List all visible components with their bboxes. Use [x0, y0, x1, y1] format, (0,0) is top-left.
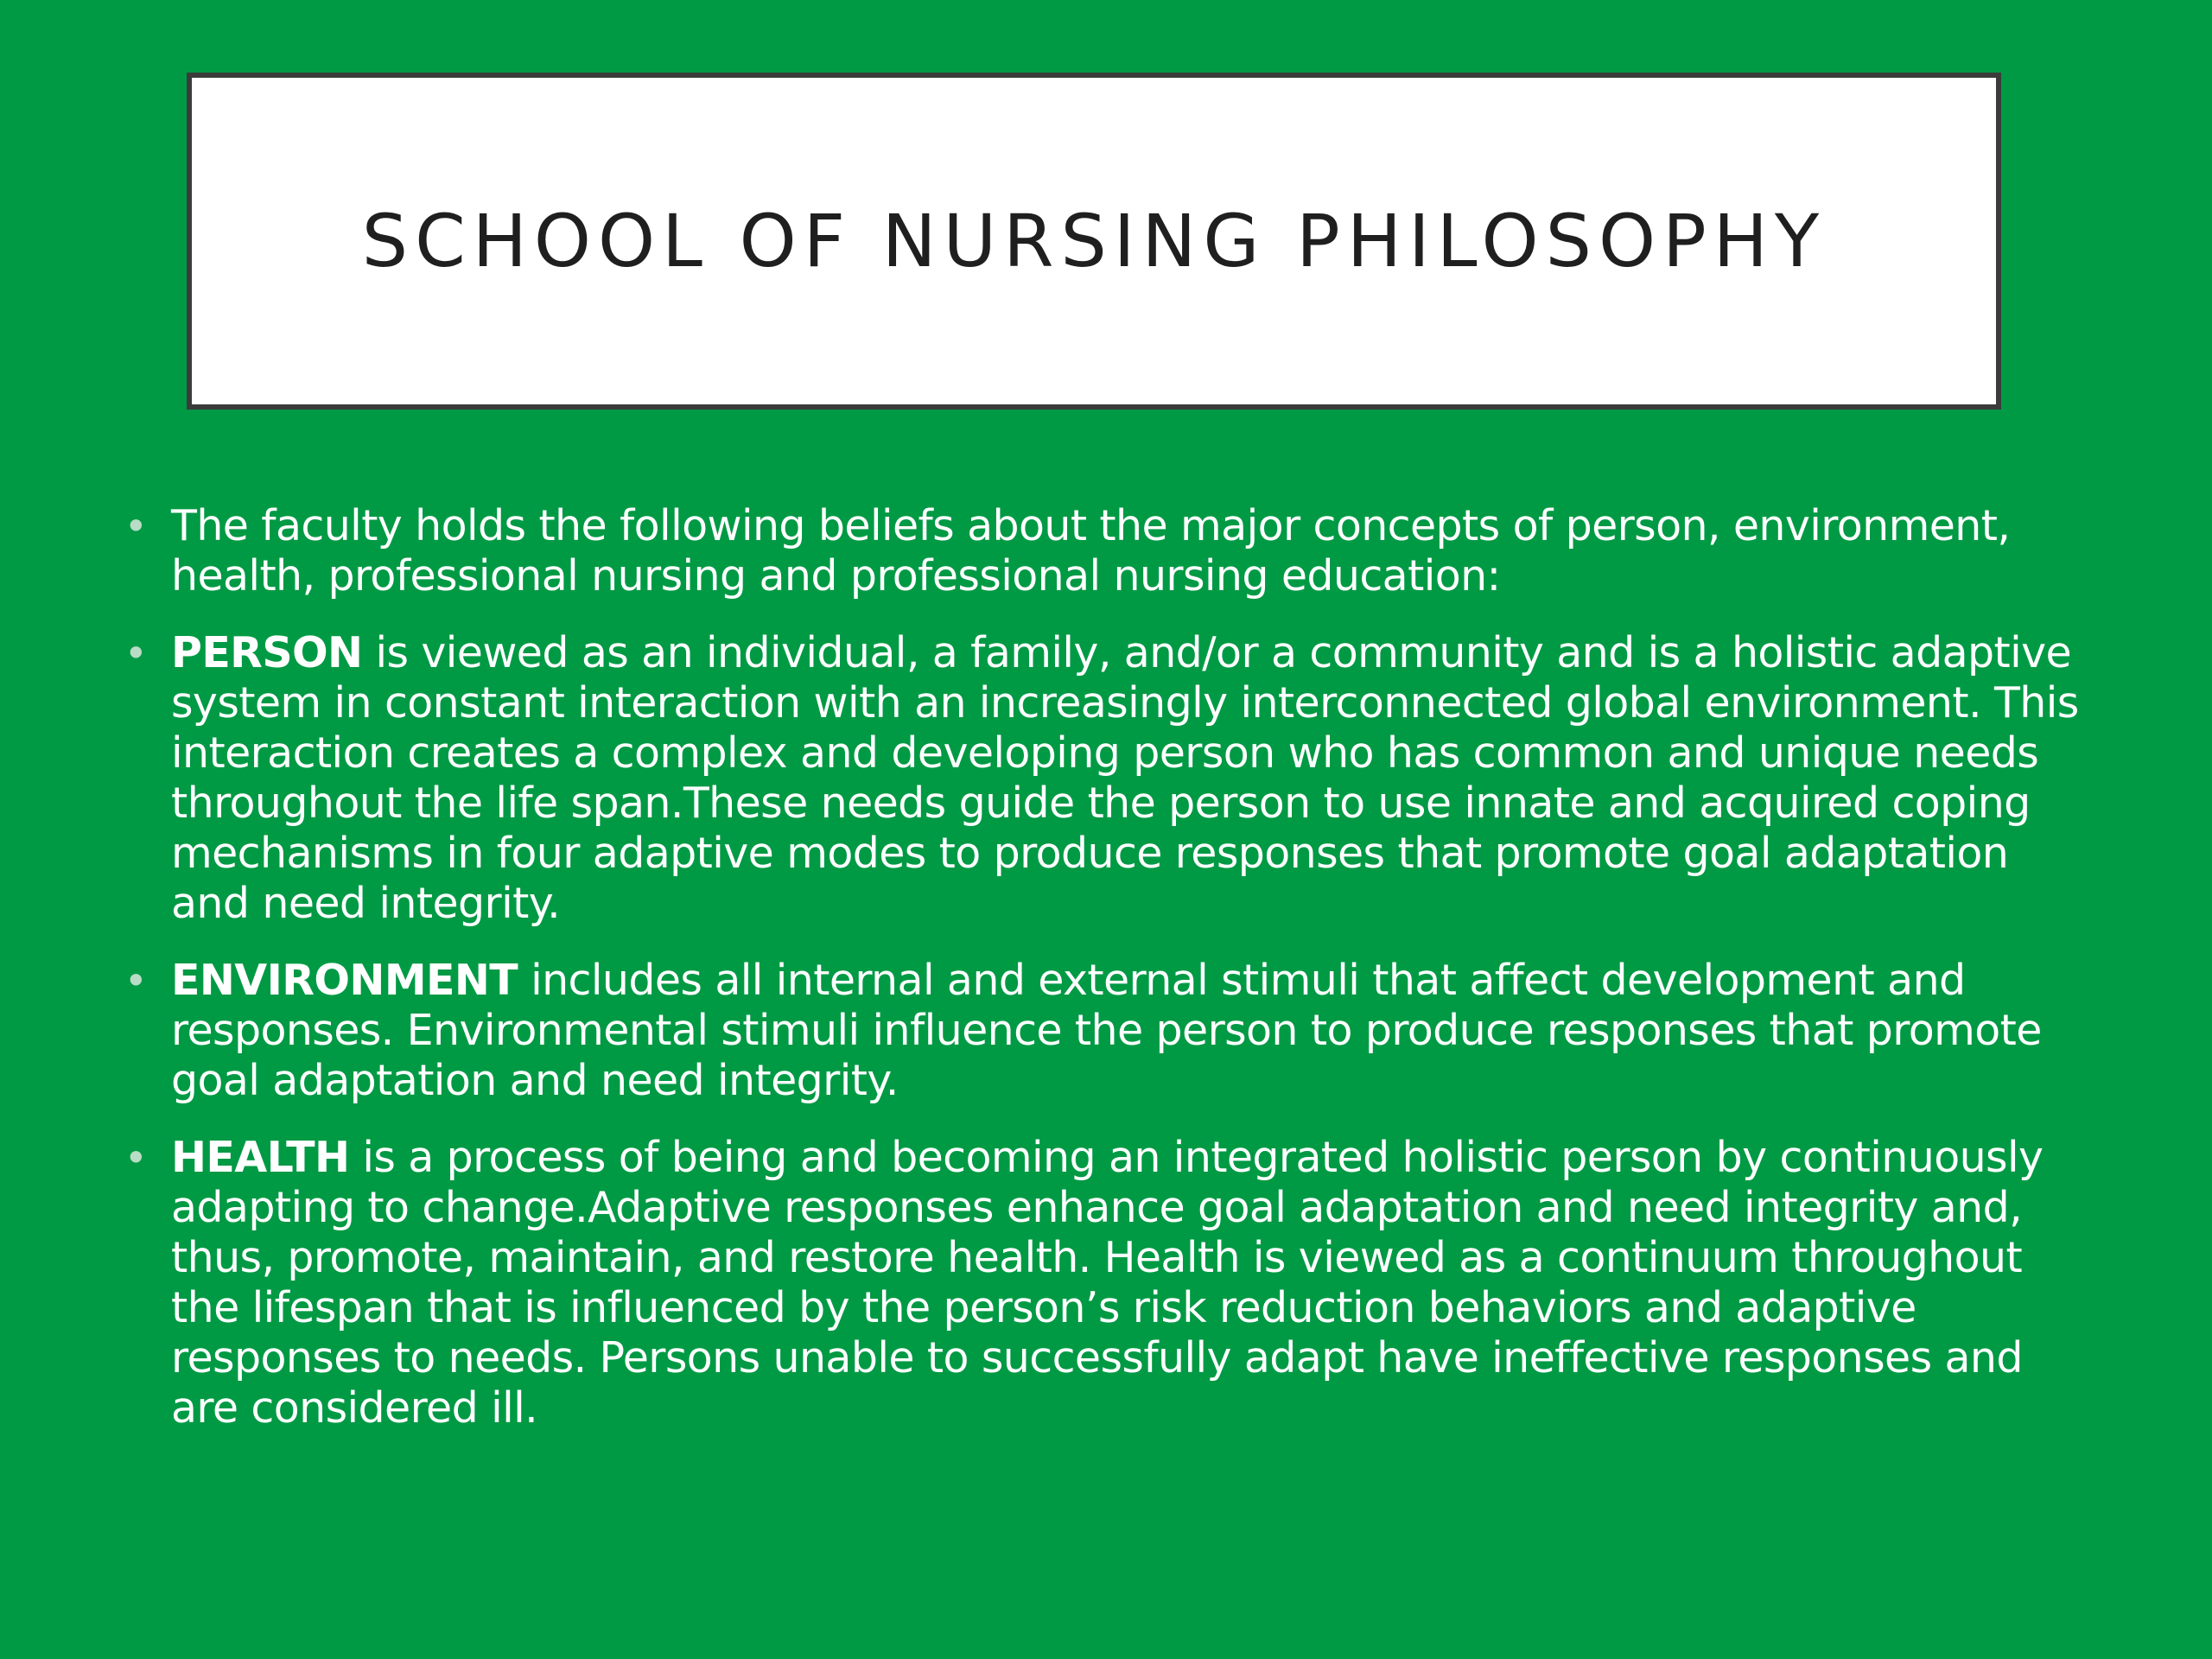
bullet-term-health: HEALTH — [171, 1133, 350, 1182]
title-box — [187, 73, 2001, 410]
bullet-term-person: PERSON — [171, 628, 363, 677]
bullet-item-person — [111, 628, 2089, 929]
bullet-text: is a process of being and becoming an integrated holistic person by continuously adapting to change.Adaptive responses enhance goal adaptation and need integrity and, thus, promote, maintain, and restore health. Health is viewed as a continuum throughout the lifespan that is influenced by the person’s risk reduction behaviors and adaptive responses to needs. Persons unable to successfully adapt have ineffective responses and are considered ill. — [171, 1133, 2044, 1433]
content-area — [111, 501, 2089, 1460]
bullet-text: includes all internal and external stimuli that affect development and responses. Environmental stimuli influence the person to produce responses that promote goal adaptation and need integrity. — [171, 956, 2042, 1105]
bullet-dot-icon: • — [124, 1135, 148, 1181]
bullet-item-faculty-beliefs — [111, 501, 2089, 601]
bullet-dot-icon: • — [124, 503, 148, 550]
bullet-text: is viewed as an individual, a family, and/or a community and is a holistic adaptive system in constant interaction with an increasingly interconnected global environment. This interaction creates a complex and developing person who has common and unique needs throughout the life span.These needs guide the person to use innate and acquired coping mechanisms in four adaptive modes to produce responses that promote goal adaptation and need integrity. — [171, 628, 2079, 928]
bullet-item-environment — [111, 956, 2089, 1106]
bullet-list — [111, 501, 2089, 1433]
bullet-term-environment: ENVIRONMENT — [171, 956, 518, 1005]
slide-title: SCHOOL OF NURSING PHILOSOPHY — [361, 199, 1827, 283]
bullet-item-health — [111, 1133, 2089, 1433]
bullet-dot-icon: • — [124, 630, 148, 677]
bullet-text: The faculty holds the following beliefs about the major concepts of person, environment, health, professional nursing and professional nursing education: — [171, 501, 2011, 601]
bullet-dot-icon: • — [124, 957, 148, 1004]
